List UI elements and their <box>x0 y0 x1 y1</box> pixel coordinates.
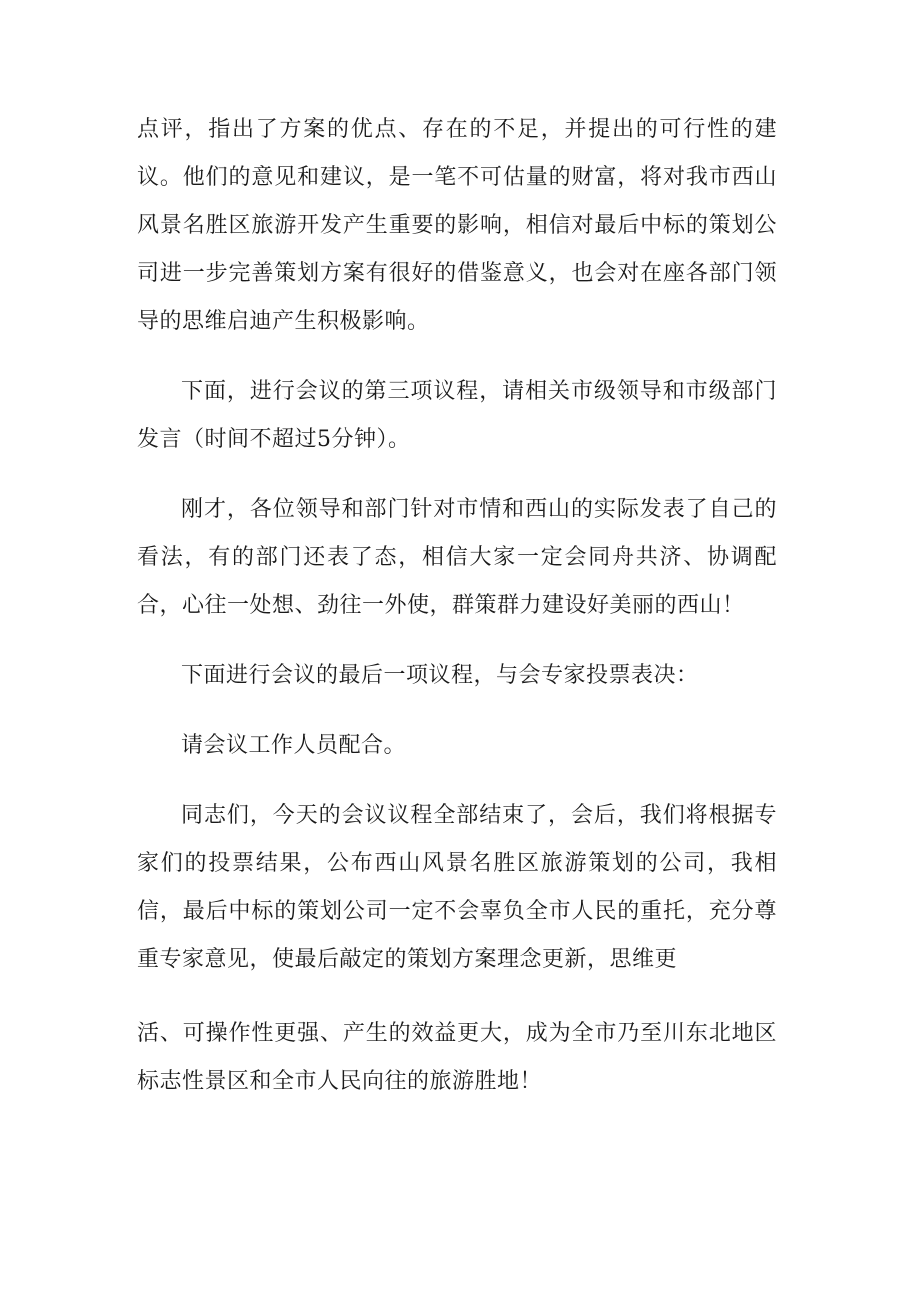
paragraph-closing: 同志们，今天的会议议程全部结束了，会后，我们将根据专家们的投票结果，公布西山风景名胜区旅游策划的公司，我相信，最后中标的策划公司一定不会辜负全市人民的重托，充分尊重专家意见，使最后敲定的策划方案理念更新，思维更 <box>137 803 777 972</box>
paragraph-expert-comments: 点评，指出了方案的优点、存在的不足，并提出的可行性的建议。他们的意见和建议，是一笔不可估量的财富，将对我市西山风景名胜区旅游开发产生重要的影响，相信对最后中标的策划公司进一步完善策划方案有很好的借鉴意义，也会对在座各部门领导的思维启迪产生积极影响。 <box>137 117 777 334</box>
paragraph-leaders-speech: 刚才，各位领导和部门针对市情和西山的实际发表了自己的看法，有的部门还表了态，相信大家一定会同舟共济、协调配合，心往一处想、劲往一外使，群策群力建设好美丽的西山！ <box>137 497 777 618</box>
paragraph-third-agenda: 下面，进行会议的第三项议程，请相关市级领导和市级部门发言（时间不超过5分钟）。 <box>137 379 777 452</box>
paragraph-closing-continued: 活、可操作性更强、产生的效益更大，成为全市乃至川东北地区标志性景区和全市人民向往的旅游胜地！ <box>137 1021 777 1094</box>
paragraph-final-agenda: 下面进行会议的最后一项议程，与会专家投票表决： <box>181 663 699 688</box>
paragraph-staff-cooperate: 请会议工作人员配合。 <box>181 733 407 758</box>
